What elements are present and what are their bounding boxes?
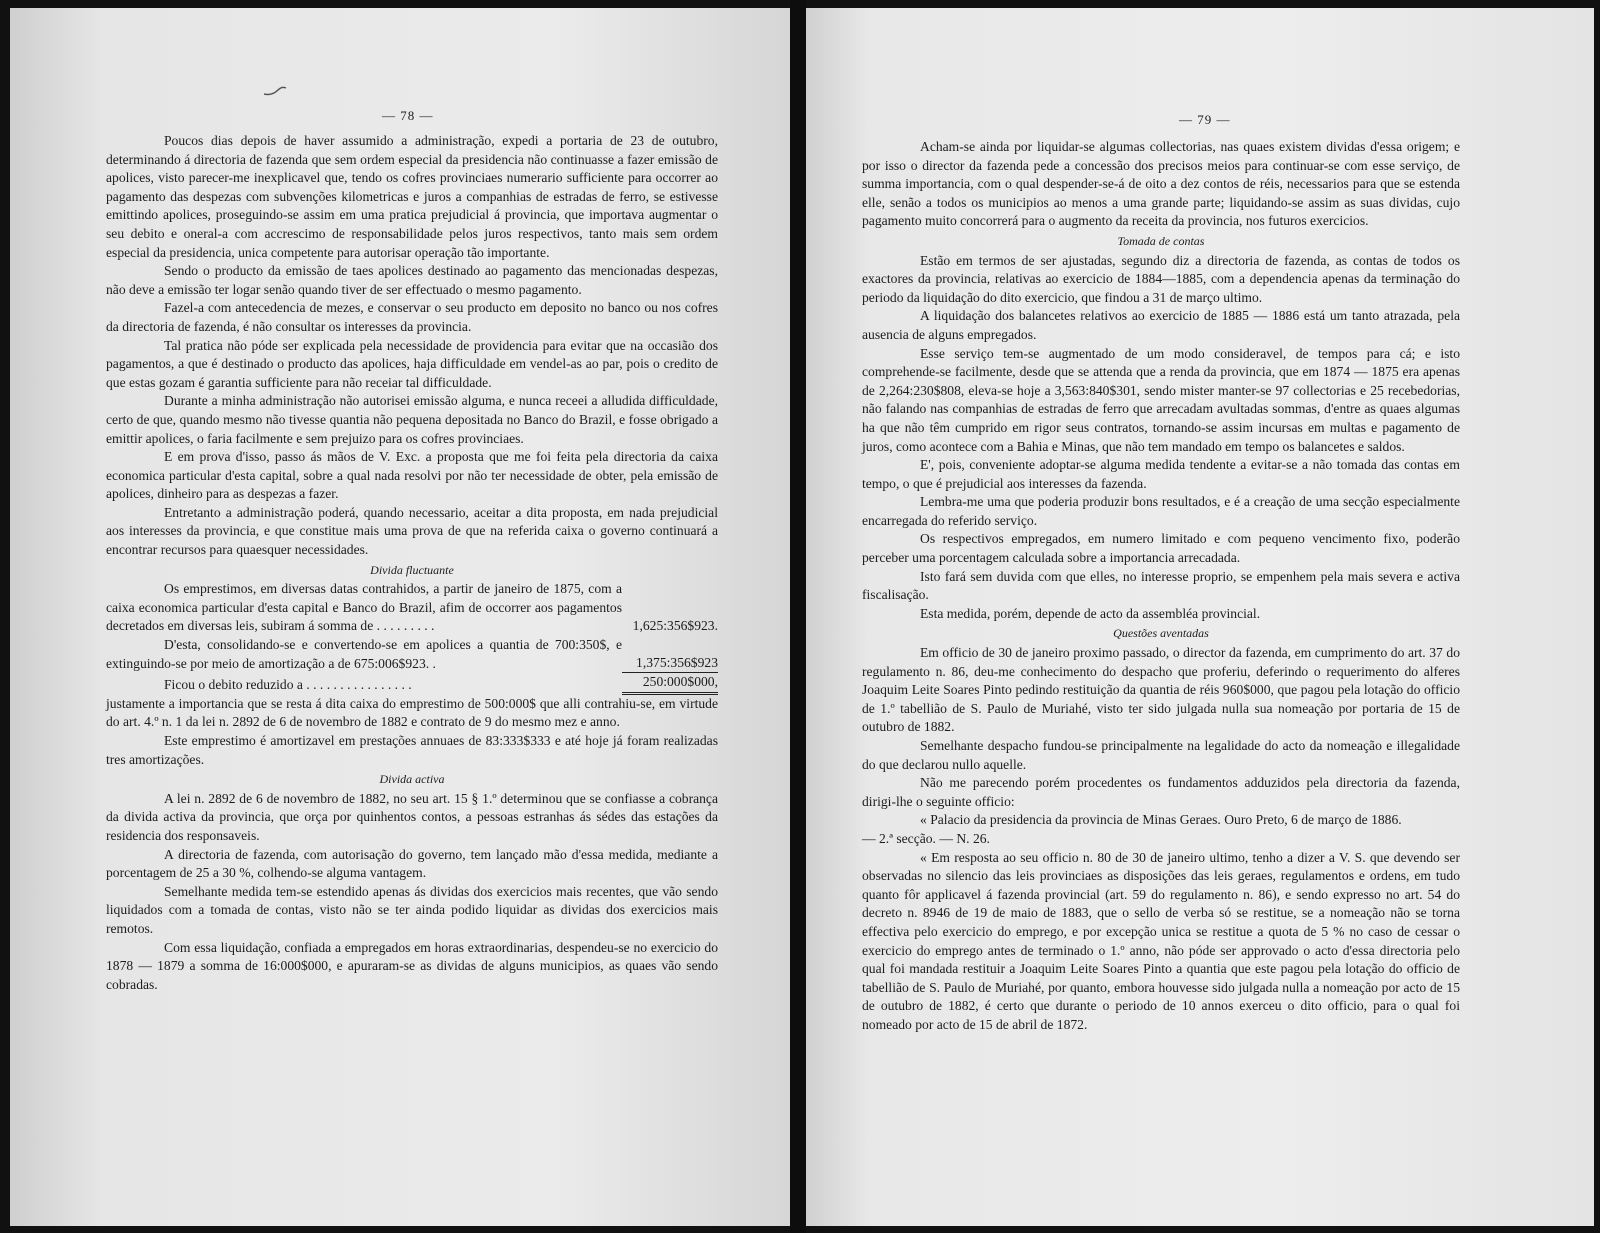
paragraph: A lei n. 2892 de 6 de novembro de 1882, no seu art. 15 § 1.º determinou que se confiasse a cobrança da divida activa da provincia, que orça por quinhentos contos, a pessoas estranhas ás sédes das estações da residencia dos responsaveis. — [106, 790, 718, 843]
paragraph: Durante a minha administração não autorisei emissão alguma, e nunca receei a alludida difficuldade, certo de que, quando mesmo não tivesse quantia não pequena depositada no Banco do Brazil, e fosse obrigado a emittir apolices, o faria facilmente e sem prejuizo para os cofres provinciaes. — [106, 393, 718, 446]
paragraph: Ficou o debito reduzido a . . . . . . . . . . . . . . . . — [164, 677, 412, 693]
section-line: — 2.ª secção. — N. 26. — [862, 830, 990, 846]
amount-remaining: 250:000$000, — [622, 673, 718, 695]
paragraph: Poucos dias depois de haver assumido a administração, expedi a portaria de 23 de outubro, determinando á directoria de fazenda que sem ordem especial da presidencia não continuasse a fazer emissão de apolices, visto parecer-me inexplicavel que, tendo os cofres provinciaes numerario sufficiente para occorrer ao pagamento das despezas com subvenções kilometricas e juros a companhias de estradas de ferro, se estivesse emittindo apolices, proseguindo-se assim em uma pratica prejudicial á provincia, que importava augmentar o seu debito e oneral-a com accrescimo de responsabilidade pelos juros respectivos, tanto mais sem ordem especial da presidencia, unica competente para autorisar operação tão importante. — [106, 133, 718, 260]
amount-total: 1,625:356$923. — [632, 618, 718, 634]
ink-mark — [262, 80, 296, 100]
paragraph: Os emprestimos, em diversas datas contrahidos, a partir de janeiro de 1875, com a caixa economica particular d'esta capital e Banco do Brazil, afim de occorrer aos pagamentos decretados em diversas leis, subiram á somma de . . . . . . . . . — [106, 581, 622, 634]
paragraph: Semelhante medida tem-se estendido apenas ás dividas dos exercicios mais recentes, que vão sendo liquidados com a tomada de contas, visto não se ter ainda podido liquidar as dividas dos exercicios mais remotos. — [106, 883, 718, 936]
paragraph: Esta medida, porém, depende de acto da assembléa provincial. — [920, 605, 1261, 621]
left-page — [10, 8, 790, 1226]
paragraph: Estão em termos de ser ajustadas, segundo diz a directoria de fazenda, as contas de todos os exactores da provincia, relativas ao exercicio de 1884—1885, com a dependencia apenas da terminação do periodo da liquidação do dito exercicio, que findou a 31 de março ultimo. — [862, 252, 1460, 305]
paragraph: E', pois, conveniente adoptar-se alguma medida tendente a evitar-se a não tomada das contas em tempo, o que é prejudicial aos interesses da fazenda. — [862, 457, 1460, 491]
paragraph: Este emprestimo é amortizavel em prestações annuaes de 83:333$333 e até hoje já foram realizadas tres amortizações. — [106, 733, 718, 767]
paragraph: D'esta, consolidando-se e convertendo-se em apolices a quantia de 700:350$, e extinguindo-se por meio de amortização a de 675:006$923. . — [106, 637, 622, 671]
section-heading-floating-debt: Divida fluctuante — [370, 562, 454, 577]
paragraph: justamente a importancia que se resta á dita caixa do emprestimo de 500:000$ que alli contrahiu-se, em virtude do art. 4.º n. 1 da lei n. 2892 de 6 de novembro de 1882 e contrato de 9 do mesmo mez e anno. — [106, 695, 718, 730]
paragraph: Fazel-a com antecedencia de mezes, e conservar o seu producto em deposito no banco ou nos cofres da directoria de fazenda, é não consultar os interesses da provincia. — [106, 300, 718, 334]
ledger-row — [106, 673, 718, 695]
paragraph: Sendo o producto da emissão de taes apolices destinado ao pagamento das mencionadas despezas, não deve a emissão ter logar senão quando tiver de ser effectuado o mesmo pagamento. — [106, 263, 718, 297]
paragraph: Em officio de 30 de janeiro proximo passado, o director da fazenda, em cumprimento do art. 37 do regulamento n. 86, deu-me conhecimento do despacho que proferiu, deferindo o requerimento do alferes Joaquim Leite Soares Pinto pedindo restituição da quantia de réis 960$000, que pagou pela lotação do officio de 1.º tabellião de S. Paulo de Muriahé, visto ter sido julgada nulla sua nomeação por portaria de 15 de outubro de 1882. — [862, 645, 1460, 735]
paragraph: Os respectivos empregados, em numero limitado e com pequeno vencimento fixo, poderão perceber uma porcentagem calculada sobre a importancia arrecadada. — [862, 531, 1460, 566]
right-page-body — [862, 138, 1460, 1035]
ledger-row — [106, 636, 718, 673]
paragraph: A liquidação dos balancetes relativos ao exercicio de 1885 — 1886 está um tanto atrazada, pela ausencia de alguns empregados. — [862, 308, 1460, 342]
paragraph: Não me parecendo porém procedentes os fundamentos adduzidos pela directoria da fazenda, dirigi-lhe o seguinte officio: — [862, 775, 1460, 809]
left-page-body — [106, 132, 718, 994]
paragraph: Isto fará sem duvida com que elles, no interesse proprio, se empenhem pela mais severa e activa fiscalisação. — [862, 568, 1460, 603]
ledger-row — [106, 580, 718, 636]
section-heading-questions: Questões aventadas — [1113, 626, 1209, 641]
paragraph: Com essa liquidação, confiada a empregados em horas extraordinarias, despendeu-se no exercicio do 1878 — 1879 a somma de 16:000$000, e apuraram-se as dividas de alguns municipios, as quaes vão sendo cobradas. — [106, 939, 718, 992]
page-number: — 78 — — [382, 108, 434, 123]
paragraph: Esse serviço tem-se augmentado de um modo consideravel, de tempos para cá; e isto comprehende-se facilmente, desde que se attenda que a renda da provincia, que em 1874 — 1875 era apenas de 2,264:230$808, eleva-se hoje a 3,563:840$301, sendo mister manter-se 97 collectorias e 25 recebedorias, não falando nas companhias de estradas de ferro que arrecadam avultadas sommas, d'entre as quaes algumas ha que não têm cumprido em rigor seus contratos, tornando-se assim incursas em multas e pagamento de juros, como acontece com a Bahia e Minas, que não tem mandado em tempo os balancetes e saldos. — [862, 345, 1460, 454]
page-number: — 79 — — [1179, 112, 1231, 127]
paragraph: A directoria de fazenda, com autorisação do governo, tem lançado mão d'essa medida, mediante a porcentagem de 25 a 30 %, colhendo-se alguma vantagem. — [106, 846, 718, 881]
section-heading-active-debt: Divida activa — [379, 772, 445, 787]
paragraph: Lembra-me uma que poderia produzir bons resultados, e é a creação de uma secção especialmente encarregada do referido serviço. — [862, 494, 1460, 528]
paragraph: Tal pratica não póde ser explicada pela necessidade de providencia para evitar que na occasião dos pagamentos, a que é destinado o producto das apolices, haja difficuldade em vendel-as ao par, pois o credito de que estas gozam é garantia sufficiente para não receiar tal difficuldade. — [106, 337, 718, 390]
paragraph: Entretanto a administração poderá, quando necessario, aceitar a dita proposta, em nada prejudicial aos interesses da provincia, e que constitue mais uma prova de que na referida caixa o governo continuará a encontrar recursos para quaesquer necessidades. — [106, 504, 718, 558]
book-gutter — [790, 0, 806, 1233]
right-page — [806, 8, 1594, 1226]
amount-deducted: 1,375:356$923 — [622, 654, 718, 674]
paragraph: « Em resposta ao seu officio n. 80 de 30 de janeiro ultimo, tenho a dizer a V. S. que devendo ser observadas no silencio das leis provinciaes as disposições das leis geraes, regulamentos e ordens, em tudo quanto fôr applicavel á fazenda provincial (art. 59 do regulamento n. 86), e sendo expresso no art. 54 do decreto n. 8946 de 19 de maio de 1883, que o sello de verba só se restitue, se a nomeação não se torna effectiva pelo exercicio do emprego, e por excepção unica se restitue a quota de 5 % no caso de cessar o exercicio do emprego antes de terminado o 1.º anno, não póde ser approvado o acto d'essa directoria pelo qual foi mandada restituir a Joaquim Leite Soares Pinto a quantia que este pagou pela lotação do officio de tabellião de S. Paulo de Muriahé, por quanto, embora houvesse sido julgada nulla a nomeação por acto de 15 de outubro de 1882, é certo que durante o periodo de 10 annos exerceu o dito officio, para o qual foi nomeado por acto de 15 de abril de 1872. — [862, 849, 1460, 1032]
section-heading-accounts: Tomada de contas — [1117, 233, 1205, 248]
paragraph: Semelhante despacho fundou-se principalmente na legalidade do acto da nomeação e illegalidade do que declarou nullo aquelle. — [862, 738, 1460, 772]
paragraph: « Palacio da presidencia da provincia de Minas Geraes. Ouro Preto, 6 de março de 1886. — [920, 812, 1402, 828]
paragraph: E em prova d'isso, passo ás mãos de V. Exc. a proposta que me foi feita pela directoria da caixa economica particular d'esta capital, sobre a qual nada resolvi por não ter necessidade de obter, pela emissão de apolices, dinheiro para as despezas a fazer. — [106, 449, 718, 502]
paragraph: Acham-se ainda por liquidar-se algumas collectorias, nas quaes existem dividas d'essa origem; e por isso o director da fazenda pede a concessão dos precisos meios para continuar-se com esse serviço, de summa importancia, com o qual despender-se-á de oito a dez contos de réis, necessarios para que se estenda elle, senão a todos os municipios ao menos a uma grande parte; liquidando-se assim as suas dividas, cujo pagamento muito concorrerá para o augmento da receita da provincia, nos futuros exercicios. — [862, 139, 1460, 229]
